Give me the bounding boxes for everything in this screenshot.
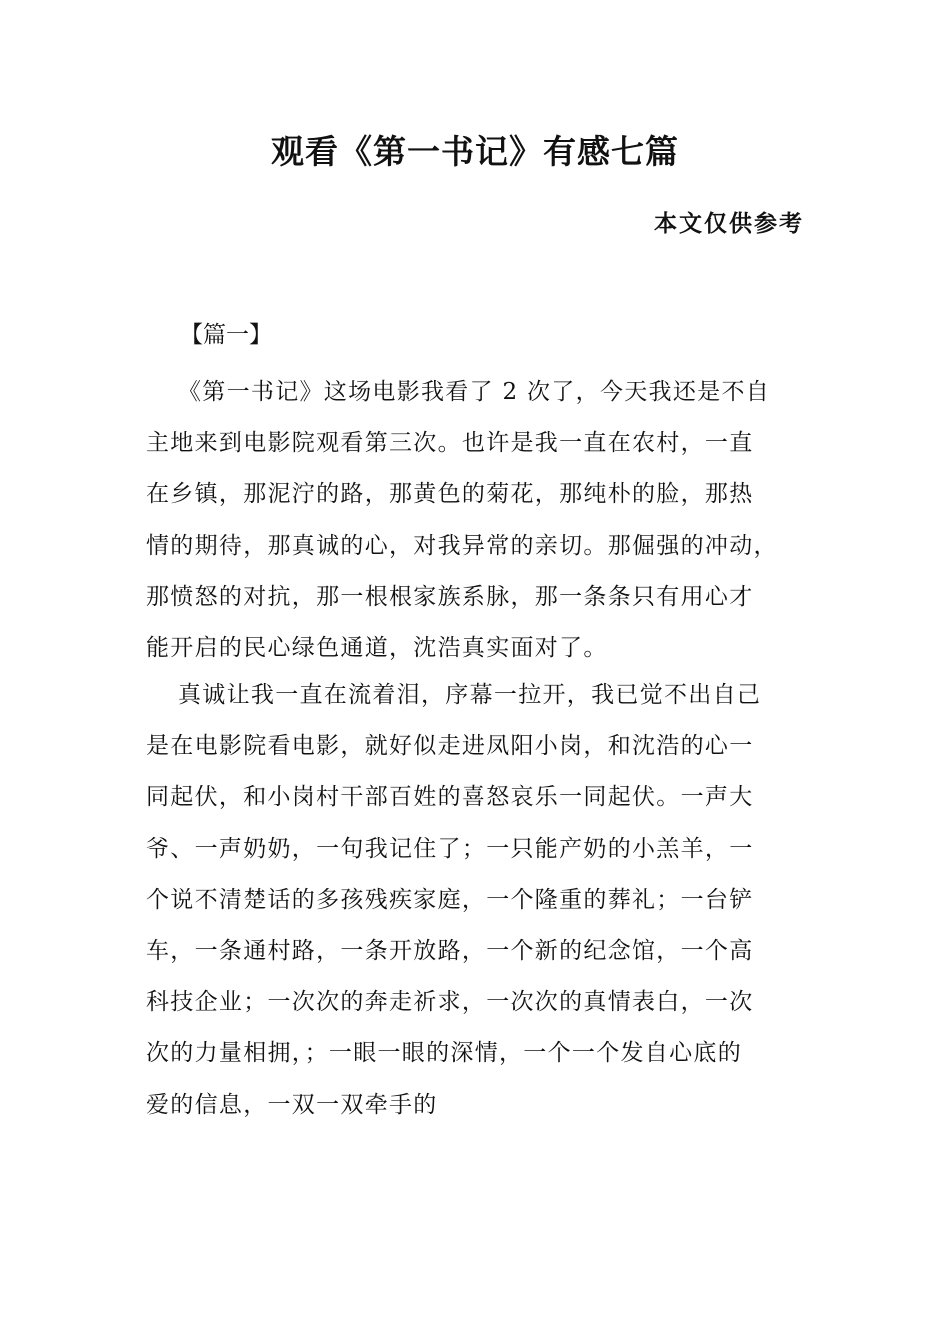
paragraph-line: 次的力量相拥，；一眼一眼的深情，一个一个发自心底的: [146, 1040, 742, 1067]
paragraph-line: 情的期待，那真诚的心，对我异常的亲切。那倔强的冲动，: [146, 532, 778, 559]
paragraph-line: 同起伏，和小岗村干部百姓的喜怒哀乐一同起伏。一声大: [146, 784, 754, 811]
document-title: 观看《第一书记》有感七篇: [271, 132, 679, 171]
paragraph-line: 爱的信息，一双一双牵手的: [146, 1091, 438, 1118]
paragraph-line: 爷、一声奶奶，一句我记住了；一只能产奶的小羔羊，一: [146, 835, 754, 862]
paragraph-line: 在乡镇，那泥泞的路，那黄色的菊花，那纯朴的脸，那热: [146, 481, 754, 508]
paragraph-line: 车，一条通村路，一条开放路，一个新的纪念馆，一个高: [146, 937, 754, 964]
section-label: 【篇一】: [180, 322, 272, 348]
document-subtitle: 本文仅供参考: [654, 210, 804, 237]
paragraph-line: 主地来到电影院观看第三次。也许是我一直在农村，一直: [146, 430, 754, 457]
paragraph-line: 是在电影院看电影，就好似走进凤阳小岗，和沈浩的心一: [146, 733, 754, 760]
paragraph-line: 科技企业；一次次的奔走祈求，一次次的真情表白，一次: [146, 989, 754, 1016]
paragraph-line: 那愤怒的对抗，那一根根家族系脉，那一条条只有用心才: [146, 583, 754, 610]
paragraph-1: [146, 367, 806, 674]
paragraph-line: 真诚让我一直在流着泪，序幕一拉开，我已觉不出自己: [178, 682, 762, 708]
paragraph-line: 个说不清楚话的多孩残疾家庭，一个隆重的葬礼；一台铲: [146, 886, 754, 913]
paragraph-line: 能开启的民心绿色通道，沈浩真实面对了。: [146, 634, 608, 661]
paragraph-line: 《第一书记》这场电影我看了 2 次了，今天我还是不自: [178, 379, 771, 405]
paragraph-2: [146, 670, 806, 1131]
